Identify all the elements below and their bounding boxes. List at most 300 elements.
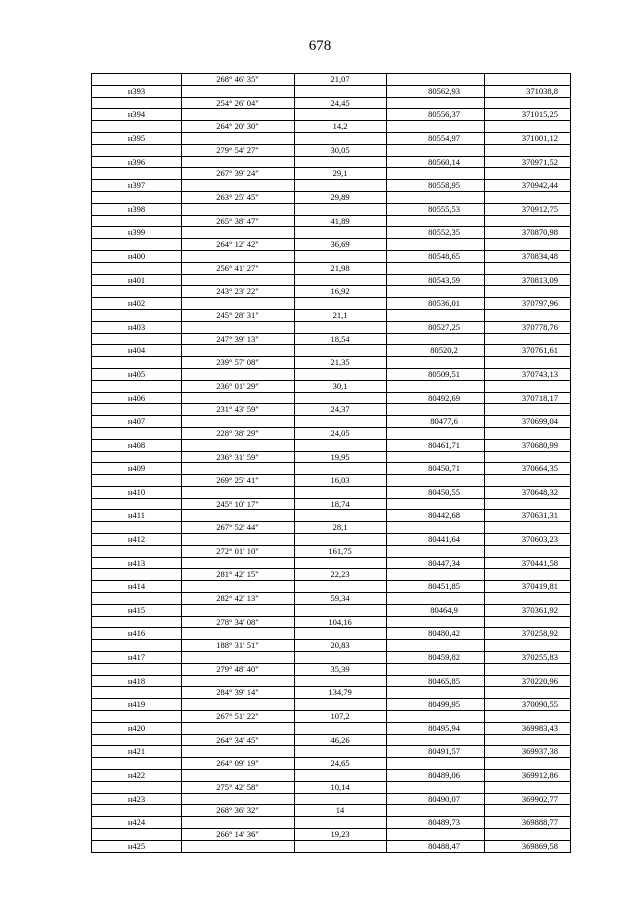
column-divider <box>386 145 387 156</box>
column-divider <box>181 298 182 309</box>
column-divider <box>294 770 295 781</box>
coordinate-x: 80527,25 <box>428 321 460 332</box>
point-row <box>92 509 570 521</box>
column-divider <box>181 841 182 852</box>
column-divider <box>386 452 387 463</box>
point-row <box>92 392 570 404</box>
coordinate-x: 80464,9 <box>430 604 458 615</box>
direction-angle: 228° 38' 29" <box>216 427 259 438</box>
segment-row <box>92 545 570 557</box>
point-name: н404 <box>127 345 146 356</box>
direction-angle: 239° 57' 08" <box>216 357 259 368</box>
direction-angle: 267° 39' 24" <box>216 168 259 179</box>
column-divider <box>484 640 485 651</box>
point-name: н412 <box>127 534 146 545</box>
point-name: н402 <box>127 298 146 309</box>
column-divider <box>181 770 182 781</box>
column-divider <box>484 168 485 179</box>
column-divider <box>484 145 485 156</box>
direction-angle: 279° 54' 27" <box>216 144 259 155</box>
point-name: н408 <box>127 439 146 450</box>
coordinate-x: 80461,71 <box>428 439 460 450</box>
column-divider <box>294 369 295 380</box>
point-row <box>92 85 570 97</box>
segment-length: 21,98 <box>330 262 350 273</box>
direction-angle: 268° 36' 32" <box>216 805 259 816</box>
segment-length: 19,95 <box>330 451 350 462</box>
column-divider <box>484 593 485 604</box>
coordinate-y: 370680,99 <box>521 439 558 450</box>
point-row <box>92 793 570 805</box>
point-row <box>92 745 570 757</box>
direction-angle: 247° 39' 13" <box>216 333 259 344</box>
coordinate-y: 370942,44 <box>521 180 558 191</box>
coordinate-x: 80509,51 <box>428 368 460 379</box>
column-divider <box>484 617 485 628</box>
column-divider <box>181 109 182 120</box>
direction-angle: 188° 31' 51" <box>216 640 259 651</box>
segment-row <box>92 238 570 250</box>
coordinate-x: 80548,65 <box>428 250 460 261</box>
segment-length: 29,1 <box>332 168 348 179</box>
coordinate-y: 370258,92 <box>521 628 558 639</box>
coordinate-y: 371001,12 <box>521 132 558 143</box>
segment-row <box>92 734 570 746</box>
coordinate-y: 370718,17 <box>521 392 558 403</box>
column-divider <box>386 522 387 533</box>
column-divider <box>386 192 387 203</box>
segment-row <box>92 757 570 769</box>
point-row <box>92 156 570 168</box>
column-divider <box>386 98 387 109</box>
coordinate-y: 370813,09 <box>521 274 558 285</box>
coordinate-y: 370743,13 <box>521 368 558 379</box>
point-row <box>92 368 570 380</box>
point-row <box>92 344 570 356</box>
segment-row <box>92 403 570 415</box>
point-name: н423 <box>127 793 146 804</box>
column-divider <box>386 74 387 85</box>
segment-row <box>92 309 570 321</box>
column-divider <box>484 404 485 415</box>
segment-row <box>92 215 570 227</box>
direction-angle: 268° 46' 35" <box>216 74 259 84</box>
point-name: н422 <box>127 770 146 781</box>
point-row <box>92 250 570 262</box>
column-divider <box>181 322 182 333</box>
segment-length: 161,75 <box>328 545 352 556</box>
column-divider <box>484 805 485 816</box>
segment-length: 24,05 <box>330 427 350 438</box>
coordinate-x: 80495,94 <box>428 722 460 733</box>
column-divider <box>484 758 485 769</box>
point-name: н396 <box>127 156 146 167</box>
segment-row <box>92 639 570 651</box>
direction-angle: 282° 42' 13" <box>216 593 259 604</box>
point-row <box>92 840 570 852</box>
segment-length: 36,69 <box>330 239 350 250</box>
column-divider <box>294 628 295 639</box>
coordinate-y: 369983,43 <box>521 722 558 733</box>
segment-length: 18,54 <box>330 333 350 344</box>
column-divider <box>294 227 295 238</box>
column-divider <box>181 628 182 639</box>
coordinate-x: 80558,95 <box>428 180 460 191</box>
coordinate-x: 80552,35 <box>428 227 460 238</box>
point-name: н424 <box>127 817 146 828</box>
coordinate-x: 80489,73 <box>428 817 460 828</box>
column-divider <box>386 381 387 392</box>
column-divider <box>181 558 182 569</box>
point-name: н395 <box>127 132 146 143</box>
column-divider <box>386 711 387 722</box>
column-divider <box>294 322 295 333</box>
segment-length: 21,1 <box>332 309 348 320</box>
direction-angle: 278° 34' 08" <box>216 616 259 627</box>
column-divider <box>181 227 182 238</box>
column-divider <box>386 640 387 651</box>
column-divider <box>484 782 485 793</box>
column-divider <box>386 263 387 274</box>
point-row <box>92 604 570 616</box>
segment-row <box>92 710 570 722</box>
coordinate-x: 80543,59 <box>428 274 460 285</box>
column-divider <box>386 475 387 486</box>
segment-row <box>92 191 570 203</box>
coordinate-x: 80555,53 <box>428 203 460 214</box>
column-divider <box>386 239 387 250</box>
column-divider <box>294 817 295 828</box>
segment-row <box>92 568 570 580</box>
segment-row <box>92 356 570 368</box>
segment-row <box>92 451 570 463</box>
direction-angle: 265° 38' 47" <box>216 215 259 226</box>
segment-length: 14 <box>335 805 345 816</box>
page-number: 678 <box>308 38 332 54</box>
segment-row <box>92 73 570 85</box>
point-row <box>92 769 570 781</box>
direction-angle: 263° 25' 45" <box>216 191 259 202</box>
segment-length: 22,23 <box>330 569 350 580</box>
column-divider <box>294 510 295 521</box>
point-row <box>92 297 570 309</box>
column-divider <box>294 487 295 498</box>
column-divider <box>181 180 182 191</box>
direction-angle: 266° 14' 36" <box>216 829 259 839</box>
column-divider <box>294 581 295 592</box>
coordinate-x: 80451,85 <box>428 581 460 592</box>
column-divider <box>386 404 387 415</box>
column-divider <box>484 452 485 463</box>
column-divider <box>484 74 485 85</box>
column-divider <box>181 652 182 663</box>
coordinate-y: 370797,96 <box>521 298 558 309</box>
segment-length: 21,07 <box>330 74 350 84</box>
coordinate-y: 370870,98 <box>521 227 558 238</box>
column-divider <box>484 475 485 486</box>
segment-length: 107,2 <box>330 711 350 722</box>
segment-length: 18,74 <box>330 498 350 509</box>
point-row <box>92 226 570 238</box>
point-row <box>92 533 570 545</box>
segment-row <box>92 592 570 604</box>
direction-angle: 284° 39' 14" <box>216 687 259 698</box>
segment-length: 35,39 <box>330 663 350 674</box>
segment-length: 16,03 <box>330 475 350 486</box>
column-divider <box>484 263 485 274</box>
coordinate-x: 80556,37 <box>428 109 460 120</box>
direction-angle: 256° 41' 27" <box>216 262 259 273</box>
column-divider <box>484 664 485 675</box>
coordinate-x: 80492,69 <box>428 392 460 403</box>
coordinate-y: 370971,52 <box>521 156 558 167</box>
column-divider <box>181 817 182 828</box>
point-row <box>92 722 570 734</box>
column-divider <box>294 746 295 757</box>
column-divider <box>386 829 387 840</box>
direction-angle: 281° 42' 15" <box>216 569 259 580</box>
column-divider <box>484 216 485 227</box>
coordinate-x: 80480,42 <box>428 628 460 639</box>
point-name: н397 <box>127 180 146 191</box>
segment-length: 24,45 <box>330 97 350 108</box>
segment-length: 20,83 <box>330 640 350 651</box>
coordinate-y: 371038,8 <box>526 85 558 96</box>
point-name: н406 <box>127 392 146 403</box>
point-row <box>92 415 570 427</box>
column-divider <box>386 428 387 439</box>
direction-angle: 279° 48' 40" <box>216 663 259 674</box>
column-divider <box>484 357 485 368</box>
direction-angle: 254° 26' 04" <box>216 97 259 108</box>
segment-row <box>92 781 570 793</box>
coordinate-x: 80560,14 <box>428 156 460 167</box>
direction-angle: 264° 12' 42" <box>216 239 259 250</box>
segment-length: 59,34 <box>330 593 350 604</box>
segment-length: 19,23 <box>330 829 350 839</box>
direction-angle: 245° 28' 31" <box>216 309 259 320</box>
column-divider <box>386 216 387 227</box>
column-divider <box>386 499 387 510</box>
point-row <box>92 816 570 828</box>
segment-row <box>92 521 570 533</box>
column-divider <box>294 463 295 474</box>
segment-length: 46,26 <box>330 734 350 745</box>
column-divider <box>294 204 295 215</box>
column-divider <box>386 286 387 297</box>
column-divider <box>294 298 295 309</box>
segment-length: 21,35 <box>330 357 350 368</box>
point-name: н410 <box>127 486 146 497</box>
column-divider <box>294 275 295 286</box>
segment-row <box>92 144 570 156</box>
coordinates-table <box>91 73 571 853</box>
direction-angle: 275° 42' 58" <box>216 781 259 792</box>
point-name: н419 <box>127 699 146 710</box>
point-name: н399 <box>127 227 146 238</box>
point-name: н417 <box>127 652 146 663</box>
point-row <box>92 179 570 191</box>
point-name: н394 <box>127 109 146 120</box>
column-divider <box>386 617 387 628</box>
segment-length: 30,05 <box>330 144 350 155</box>
point-row <box>92 580 570 592</box>
column-divider <box>484 192 485 203</box>
point-row <box>92 627 570 639</box>
coordinate-y: 370441,58 <box>521 557 558 568</box>
column-divider <box>484 735 485 746</box>
point-row <box>92 651 570 663</box>
segment-row <box>92 120 570 132</box>
column-divider <box>181 581 182 592</box>
point-row <box>92 486 570 498</box>
column-divider <box>294 133 295 144</box>
segment-length: 24,37 <box>330 404 350 415</box>
column-divider <box>386 593 387 604</box>
segment-length: 104,16 <box>328 616 352 627</box>
point-name: н393 <box>127 85 146 96</box>
point-name: н411 <box>128 510 145 521</box>
point-row <box>92 321 570 333</box>
column-divider <box>181 275 182 286</box>
coordinate-y: 370631,31 <box>521 510 558 521</box>
column-divider <box>181 393 182 404</box>
segment-row <box>92 285 570 297</box>
column-divider <box>294 723 295 734</box>
column-divider <box>484 381 485 392</box>
direction-angle: 264° 20' 30" <box>216 121 259 132</box>
segment-row <box>92 167 570 179</box>
column-divider <box>386 805 387 816</box>
column-divider <box>181 133 182 144</box>
column-divider <box>181 416 182 427</box>
column-divider <box>386 758 387 769</box>
point-name: н398 <box>127 203 146 214</box>
coordinate-x: 80562,93 <box>428 85 460 96</box>
column-divider <box>484 121 485 132</box>
column-divider <box>294 86 295 97</box>
coordinate-y: 369902,77 <box>521 793 558 804</box>
column-divider <box>484 98 485 109</box>
direction-angle: 269° 25' 41" <box>216 475 259 486</box>
column-divider <box>294 794 295 805</box>
direction-angle: 236° 31' 59" <box>216 451 259 462</box>
point-name: н405 <box>127 368 146 379</box>
coordinate-x: 80489,06 <box>428 770 460 781</box>
coordinate-x: 80520,2 <box>430 345 458 356</box>
segment-length: 24,65 <box>330 758 350 769</box>
coordinate-y: 370419,81 <box>521 581 558 592</box>
column-divider <box>484 286 485 297</box>
coordinate-y: 370664,35 <box>521 463 558 474</box>
column-divider <box>294 109 295 120</box>
column-divider <box>386 782 387 793</box>
coordinate-x: 80459,82 <box>428 652 460 663</box>
column-divider <box>181 204 182 215</box>
point-row <box>92 462 570 474</box>
direction-angle: 264° 09' 19" <box>216 758 259 769</box>
point-name: н421 <box>127 746 146 757</box>
column-divider <box>294 841 295 852</box>
coordinate-y: 370090,55 <box>521 699 558 710</box>
column-divider <box>484 711 485 722</box>
segment-row <box>92 262 570 274</box>
segment-row <box>92 828 570 840</box>
point-row <box>92 698 570 710</box>
segment-length: 134,79 <box>328 687 352 698</box>
column-divider <box>386 168 387 179</box>
column-divider <box>294 251 295 262</box>
column-divider <box>181 157 182 168</box>
column-divider <box>484 428 485 439</box>
column-divider <box>484 499 485 510</box>
coordinate-x: 80488,47 <box>428 840 460 851</box>
point-name: н420 <box>127 722 146 733</box>
column-divider <box>181 86 182 97</box>
column-divider <box>386 546 387 557</box>
point-name: н403 <box>127 321 146 332</box>
segment-length: 10,14 <box>330 781 350 792</box>
point-name: н414 <box>127 581 146 592</box>
direction-angle: 267° 51' 22" <box>216 711 259 722</box>
coordinate-y: 370255,83 <box>521 652 558 663</box>
column-divider <box>294 605 295 616</box>
segment-row <box>92 686 570 698</box>
column-divider <box>294 157 295 168</box>
coordinate-y: 369937,38 <box>521 746 558 757</box>
segment-row <box>92 97 570 109</box>
segment-row <box>92 380 570 392</box>
coordinate-y: 369869,58 <box>521 840 558 851</box>
coordinate-y: 370603,23 <box>521 534 558 545</box>
column-divider <box>386 569 387 580</box>
point-name: н401 <box>127 274 146 285</box>
column-divider <box>181 699 182 710</box>
segment-row <box>92 616 570 628</box>
segment-row <box>92 498 570 510</box>
column-divider <box>181 794 182 805</box>
column-divider <box>484 829 485 840</box>
column-divider <box>484 522 485 533</box>
column-divider <box>181 534 182 545</box>
column-divider <box>386 310 387 321</box>
coordinate-y: 369888,77 <box>521 817 558 828</box>
column-divider <box>484 310 485 321</box>
coordinate-x: 80554,97 <box>428 132 460 143</box>
direction-angle: 231° 43' 59" <box>216 404 259 415</box>
point-row <box>92 557 570 569</box>
column-divider <box>181 487 182 498</box>
column-divider <box>484 569 485 580</box>
column-divider <box>181 369 182 380</box>
column-divider <box>294 416 295 427</box>
coordinate-y: 370912,75 <box>521 203 558 214</box>
coordinate-x: 80447,34 <box>428 557 460 568</box>
segment-length: 28,1 <box>332 522 348 533</box>
segment-length: 16,92 <box>330 286 350 297</box>
direction-angle: 267° 52' 44" <box>216 522 259 533</box>
column-divider <box>181 440 182 451</box>
direction-angle: 264° 34' 45" <box>216 734 259 745</box>
point-name: н413 <box>127 557 146 568</box>
column-divider <box>386 357 387 368</box>
coordinate-x: 80491,57 <box>428 746 460 757</box>
column-divider <box>484 334 485 345</box>
point-name: н409 <box>127 463 146 474</box>
point-name: н407 <box>127 416 146 427</box>
direction-angle: 236° 01' 29" <box>216 380 259 391</box>
segment-length: 29,89 <box>330 191 350 202</box>
